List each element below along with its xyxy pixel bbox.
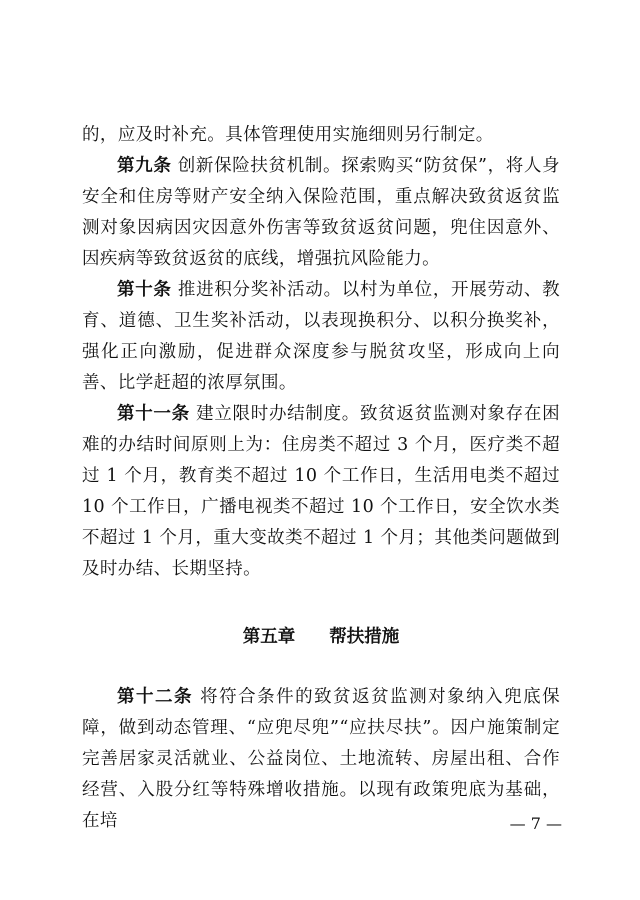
chapter-heading: [82, 622, 560, 652]
article-11-paragraph: [82, 399, 560, 585]
article-12-body: 将符合条件的致贫返贫监测对象纳入兜底保障，做到动态管理、“应兜尽兜”“应扶尽扶”。因户施策制定完善居家灵活就业、公益岗位、土地流转、房屋出租、合作经营、入股分红等特殊增收措施。以现有政策兜底为基础，在培: [82, 687, 561, 831]
article-12-number: 第十二条: [117, 687, 194, 707]
article-10-body: 推进积分奖补活动。以村为单位，开展劳动、教育、道德、卫生奖补活动，以表现换积分、以积分换奖补，强化正向激励，促进群众深度参与脱贫攻坚，形成向上向善、比学赶超的浓厚氛围。: [82, 280, 561, 393]
article-9-body: 创新保险扶贫机制。探索购买“防贫保”，将人身安全和住房等财产安全纳入保险范围，重点解决致贫返贫监测对象因病因灾因意外伤害等致贫返贫问题，兜住因意外、因疾病等致贫返贫的底线，增强抗风险能力。: [82, 156, 560, 269]
continuation-text: 的，应及时补充。具体管理使用实施细则另行制定。: [82, 125, 494, 145]
section-upper: [82, 120, 560, 585]
article-10-paragraph: [82, 275, 560, 399]
article-11-number: 第十一条: [117, 404, 190, 424]
article-10-number: 第十条: [117, 280, 172, 300]
chapter-title: 帮扶措施: [329, 627, 400, 647]
article-9-paragraph: [82, 151, 560, 275]
chapter-number: 第五章: [242, 627, 296, 647]
article-12-paragraph: [82, 682, 560, 837]
continuation-paragraph: [82, 120, 560, 151]
section-lower: [82, 682, 560, 837]
article-9-number: 第九条: [117, 156, 172, 176]
article-11-body: 建立限时办结制度。致贫返贫监测对象存在困难的办结时间原则上为：住房类不超过 3 个月，医疗类不超过 1 个月，教育类不超过 10 个工作日，生活用电类不超过 10 个工作日，广播电视类不超过 10 个工作日，安全饮水类不超过 1 个月，重大变故类不超过 1 个月；其他类问题做到及时办结、长期坚持。: [82, 404, 560, 579]
page-number: — 7 —: [509, 814, 562, 833]
